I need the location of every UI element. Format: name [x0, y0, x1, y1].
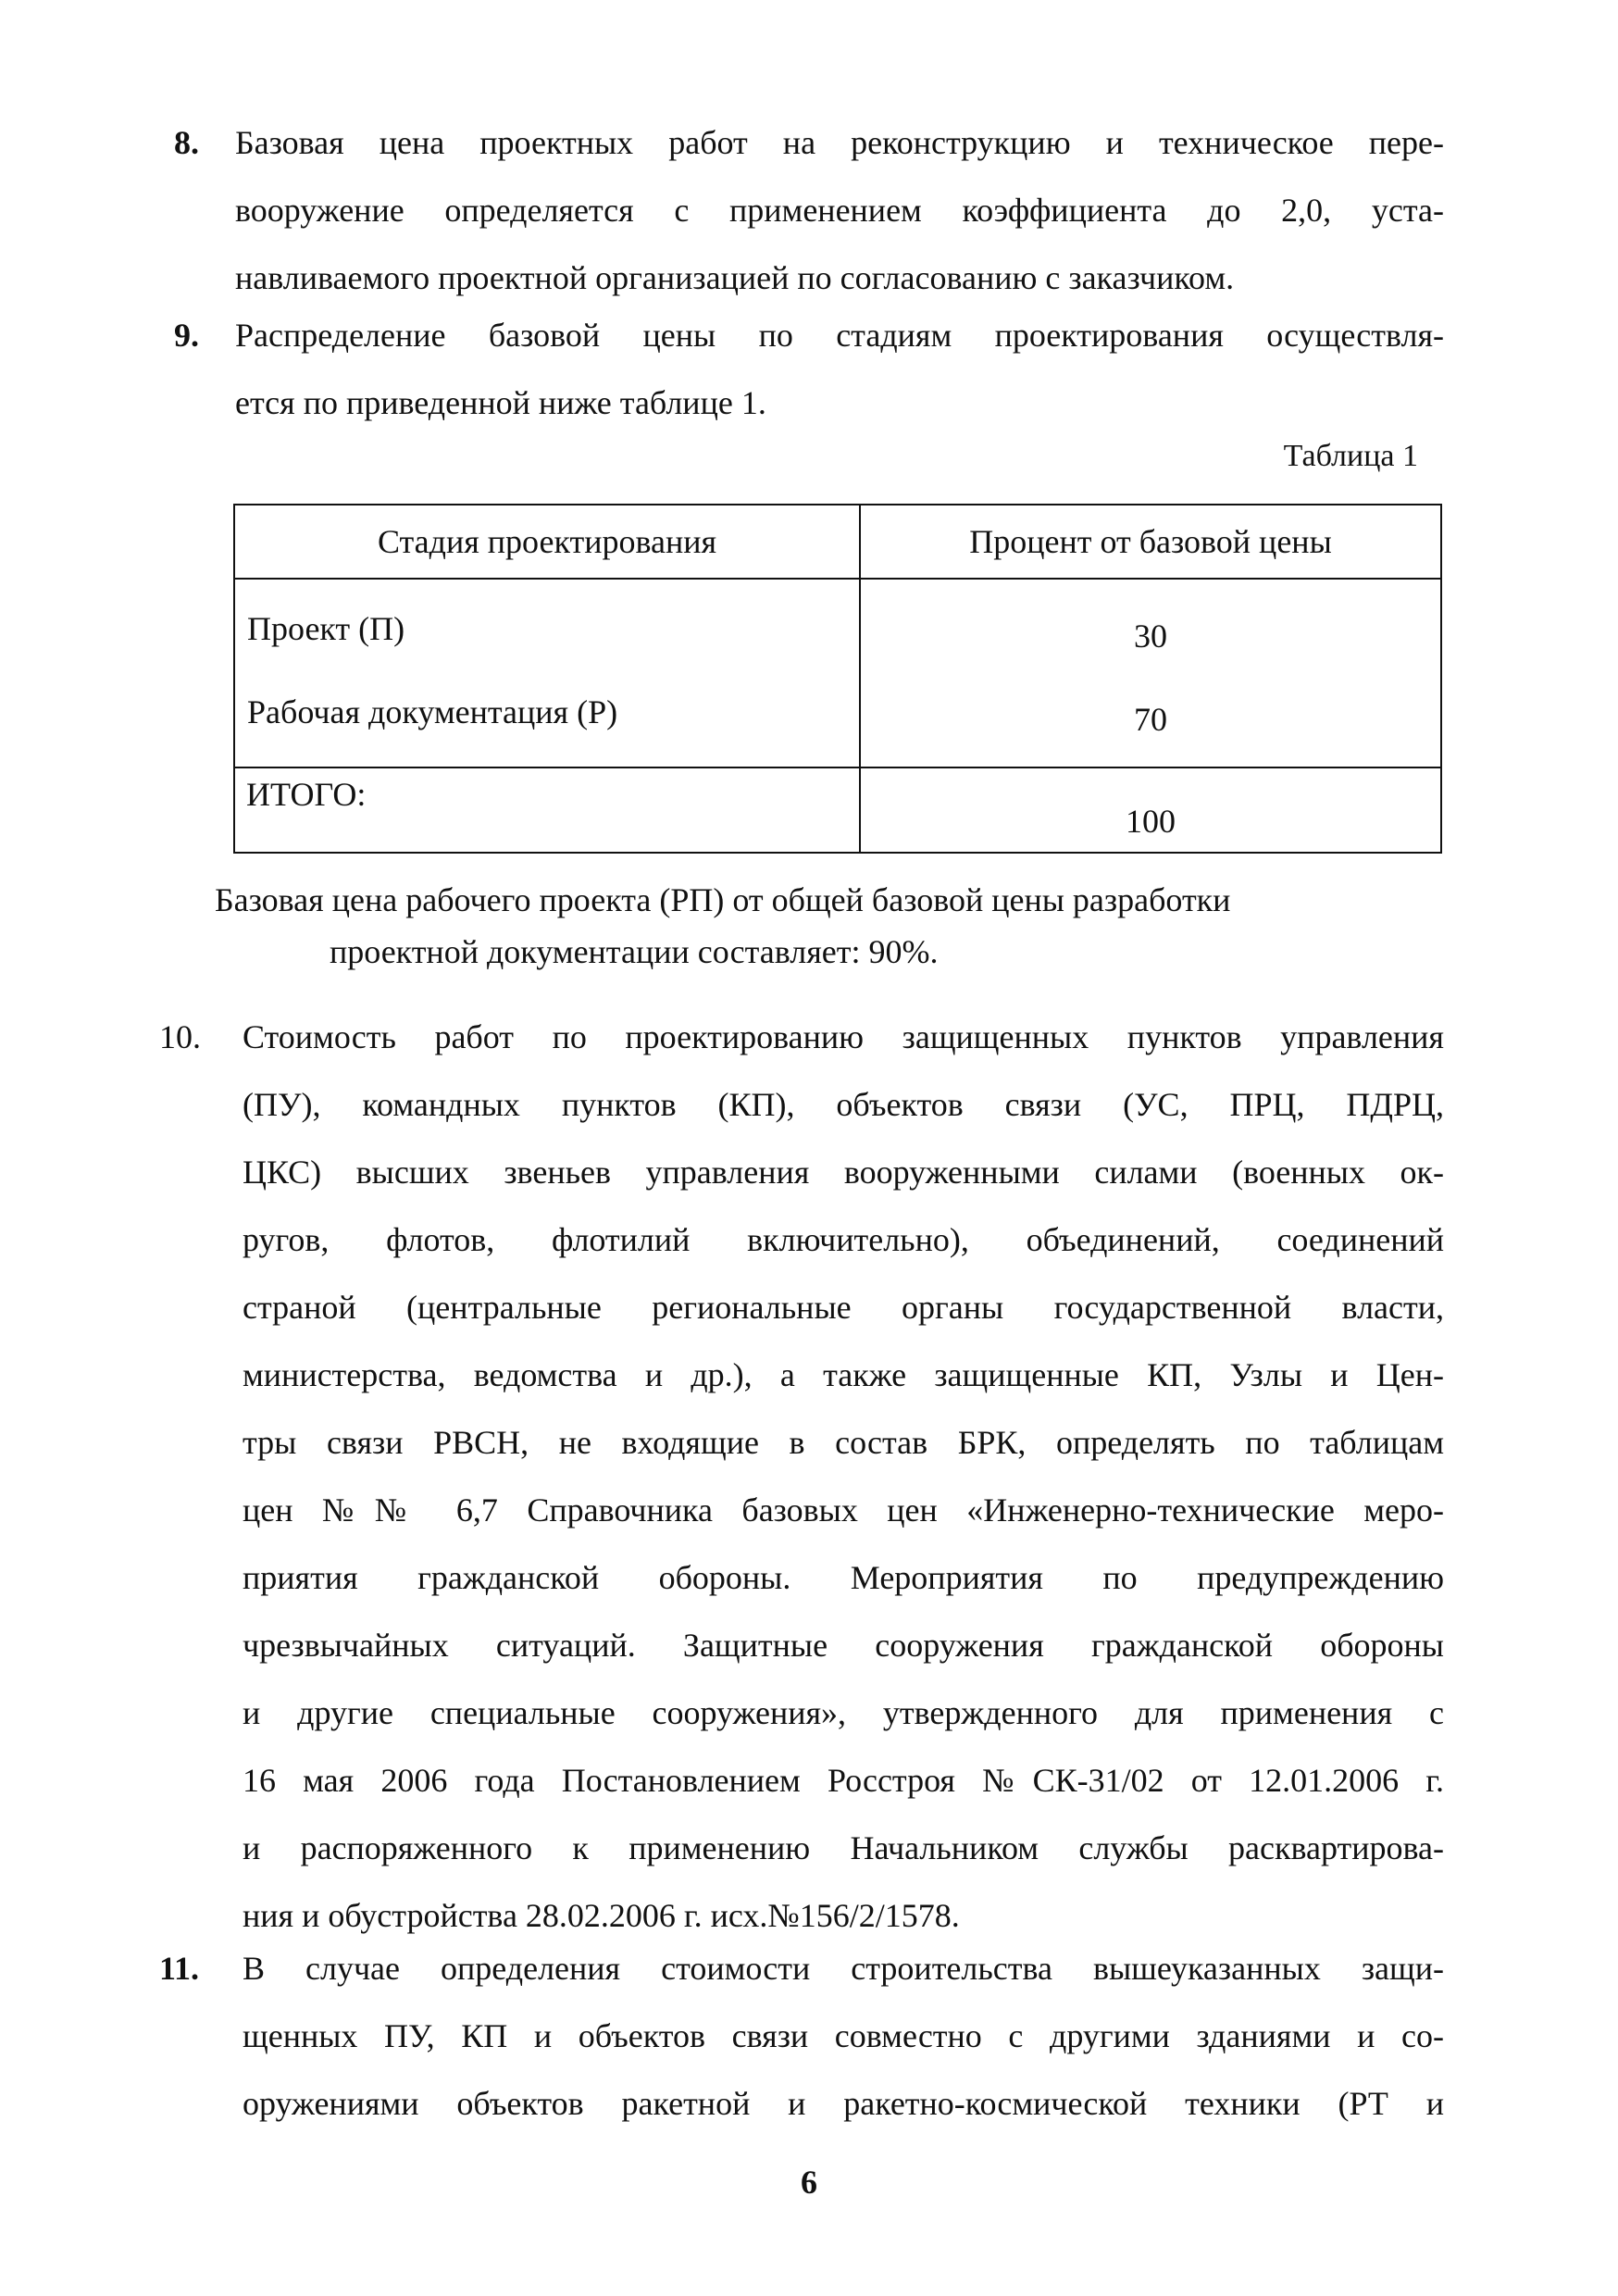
percent-value: 70 [1134, 701, 1167, 738]
total-value: 100 [860, 767, 1441, 853]
list-item-8 [174, 109, 1444, 312]
text-line: цен №№ 6,7 Справочника базовых цен «Инженерно-технические меро- [243, 1491, 1444, 1529]
page-number: 6 [801, 2164, 817, 2201]
stage-percent-table [233, 504, 1442, 854]
table-row [234, 579, 1441, 767]
item-number: 11. [159, 1950, 200, 1987]
column-header: Стадия проектирования [234, 505, 860, 579]
text-line: и распоряженного к применению Начальником службы расквартирова- [243, 1829, 1444, 1866]
stage-name: Рабочая документация (Р) [247, 693, 618, 730]
text-line: министерства, ведомства и др.), а также защищенные КП, Узлы и Цен- [243, 1356, 1444, 1393]
table-header-row [234, 505, 1441, 579]
stage-name: Проект (П) [247, 610, 405, 647]
text-line: вооружение определяется с применением коэффициента до 2,0, уста- [235, 192, 1444, 229]
base-price-note [215, 874, 1230, 978]
text-line: приятия гражданской обороны. Мероприятия по предупреждению [243, 1559, 1444, 1596]
percent-cell [860, 579, 1441, 767]
list-item-10 [159, 1004, 1444, 1950]
text-line: ния и обустройства 28.02.2006 г. исх.№156/2/1578. [243, 1897, 960, 1934]
text-line: и другие специальные сооружения», утвержденного для применения с [243, 1694, 1444, 1731]
item-number: 9. [174, 317, 199, 354]
text-line: Базовая цена проектных работ на реконструкцию и техническое пере- [235, 124, 1444, 161]
text-line: тры связи РВСН, не входящие в состав БРК, определять по таблицам [243, 1424, 1444, 1461]
text-line: Базовая цена рабочего проекта (РП) от общей базовой цены разработки [215, 881, 1231, 918]
text-line: В случае определения стоимости строительства вышеуказанных защи- [243, 1950, 1444, 1987]
total-label: ИТОГО: [234, 767, 860, 853]
text-line: (ПУ), командных пунктов (КП), объектов связи (УС, ПРЦ, ПДРЦ, [243, 1086, 1444, 1123]
text-line: ругов, флотов, флотилий включительно), объединений, соединений [243, 1221, 1444, 1258]
text-line: навливаемого проектной организацией по согласованию с заказчиком. [235, 259, 1235, 296]
column-header: Процент от базовой цены [860, 505, 1441, 579]
text-line: Распределение базовой цены по стадиям проектирования осуществля- [235, 317, 1444, 354]
text-line: ЦКС) высших звеньев управления вооруженными силами (военных ок- [243, 1154, 1444, 1191]
text-line: оружениями объектов ракетной и ракетно-космической техники (РТ и [243, 2085, 1444, 2122]
list-item-11 [159, 1935, 1444, 2138]
stage-cell [234, 579, 860, 767]
table-caption: Таблица 1 [1283, 439, 1418, 473]
table-total-row [234, 767, 1441, 853]
text-line: 16 мая 2006 года Постановлением Росстроя №СК-31/02 от 12.01.2006 г. [243, 1762, 1444, 1799]
text-line: чрезвычайных ситуаций. Защитные сооружения гражданской обороны [243, 1627, 1444, 1664]
percent-value: 30 [1134, 618, 1167, 655]
text-line: страной (центральные региональные органы государственной власти, [243, 1289, 1444, 1326]
text-line: ется по приведенной ниже таблице 1. [235, 384, 766, 421]
text-line: щенных ПУ, КП и объектов связи совместно с другими зданиями и со- [243, 2017, 1444, 2054]
item-number: 10. [159, 1018, 201, 1055]
text-line: проектной документации составляет: 90%. [330, 933, 939, 970]
list-item-9 [174, 302, 1444, 437]
text-line: Стоимость работ по проектированию защищенных пунктов управления [243, 1018, 1444, 1055]
item-number: 8. [174, 124, 199, 161]
